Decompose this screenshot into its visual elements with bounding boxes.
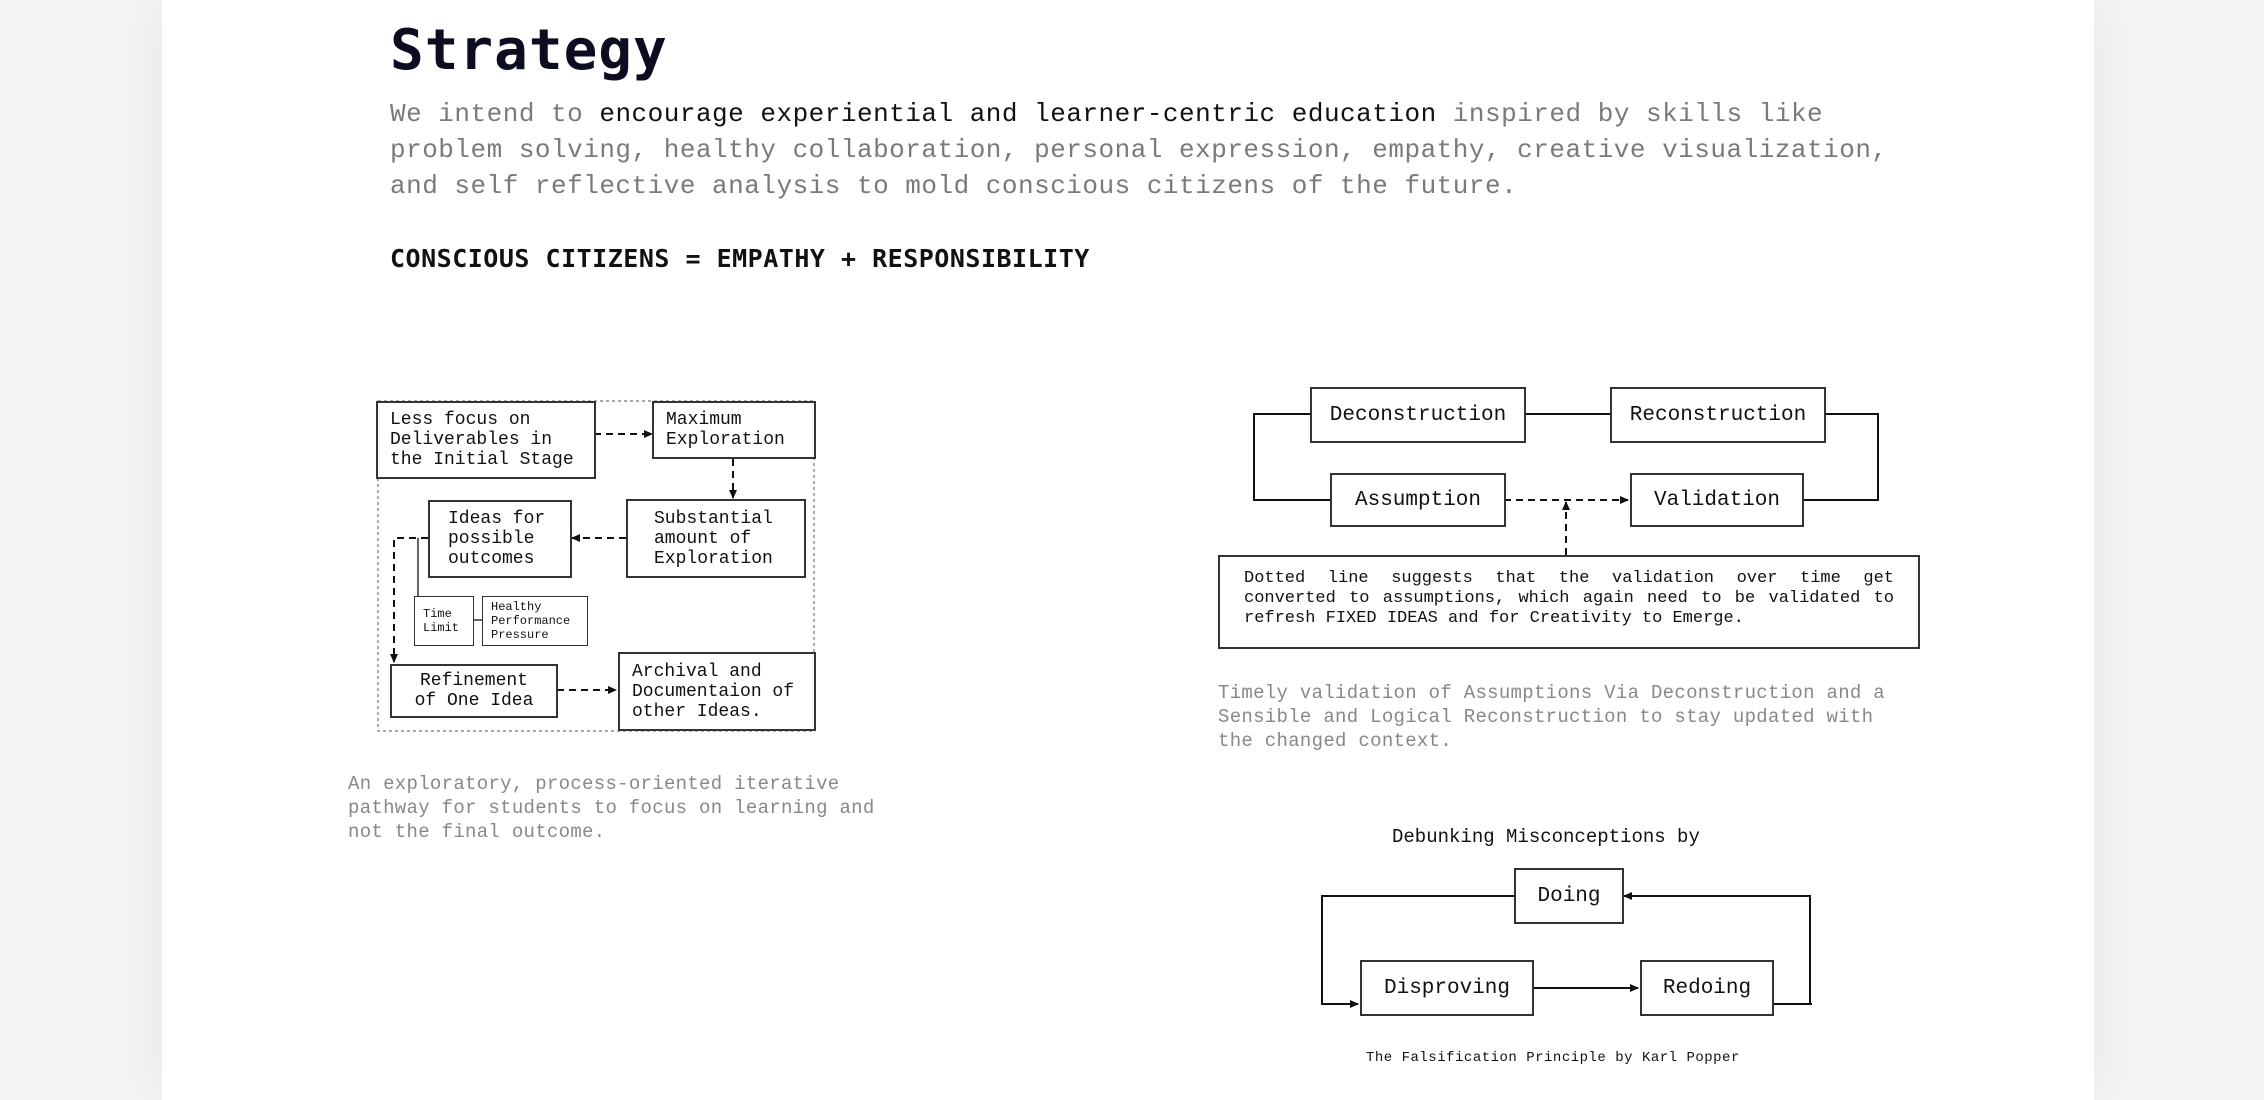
box-assumption: Assumption <box>1330 473 1506 527</box>
falsification-footer: The Falsification Principle by Karl Popper <box>1366 1050 1740 1066</box>
box-redoing: Redoing <box>1640 960 1774 1016</box>
box-healthy-pressure: Healthy Performance Pressure <box>482 596 588 646</box>
process-caption: An exploratory, process-oriented iterative pathway for students to focus on learning and not the final outcome. <box>348 773 875 843</box>
debunk-title: Debunking Misconceptions by <box>1392 826 1700 848</box>
cycle-note-box: Dotted line suggests that the validation over time get converted to assumptions, which again need to be validated to refresh FIXED IDEAS and for Creativity to Emerge. <box>1218 555 1920 649</box>
debunk-extra-connector <box>162 0 2094 1100</box>
cycle-caption: Timely validation of Assumptions Via Deconstruction and a Sensible and Logical Reconstruction to stay updated with the changed context. <box>1218 682 1886 752</box>
box-time-limit: Time Limit <box>414 596 474 646</box>
box-doing: Doing <box>1514 868 1624 924</box>
page-title: Strategy <box>390 18 668 83</box>
box-substantial-exploration: Substantial amount of Exploration <box>626 499 806 578</box>
box-reconstruction: Reconstruction <box>1610 387 1826 443</box>
intro-suffix: inspired by skills like problem solving, healthy collaboration, personal expression, empathy, creative visualization, and self reflective analysis to mold conscious citizens of the future. <box>390 99 1888 201</box>
box-archival: Archival and Documentaion of other Ideas. <box>618 652 816 731</box>
page-card <box>162 0 2094 1100</box>
intro-emphasis: encourage experiential and learner-centric education <box>599 99 1437 129</box>
box-deconstruction: Deconstruction <box>1310 387 1526 443</box>
equation-heading: CONSCIOUS CITIZENS = EMPATHY + RESPONSIBILITY <box>390 244 1090 273</box>
box-refinement: Refinement of One Idea <box>390 664 558 718</box>
box-max-exploration: Maximum Exploration <box>652 401 816 459</box>
box-disproving: Disproving <box>1360 960 1534 1016</box>
box-less-focus: Less focus on Deliverables in the Initial Stage <box>376 401 596 479</box>
box-validation: Validation <box>1630 473 1804 527</box>
box-ideas-outcomes: Ideas for possible outcomes <box>428 500 572 578</box>
intro-prefix: We intend to <box>390 99 600 129</box>
